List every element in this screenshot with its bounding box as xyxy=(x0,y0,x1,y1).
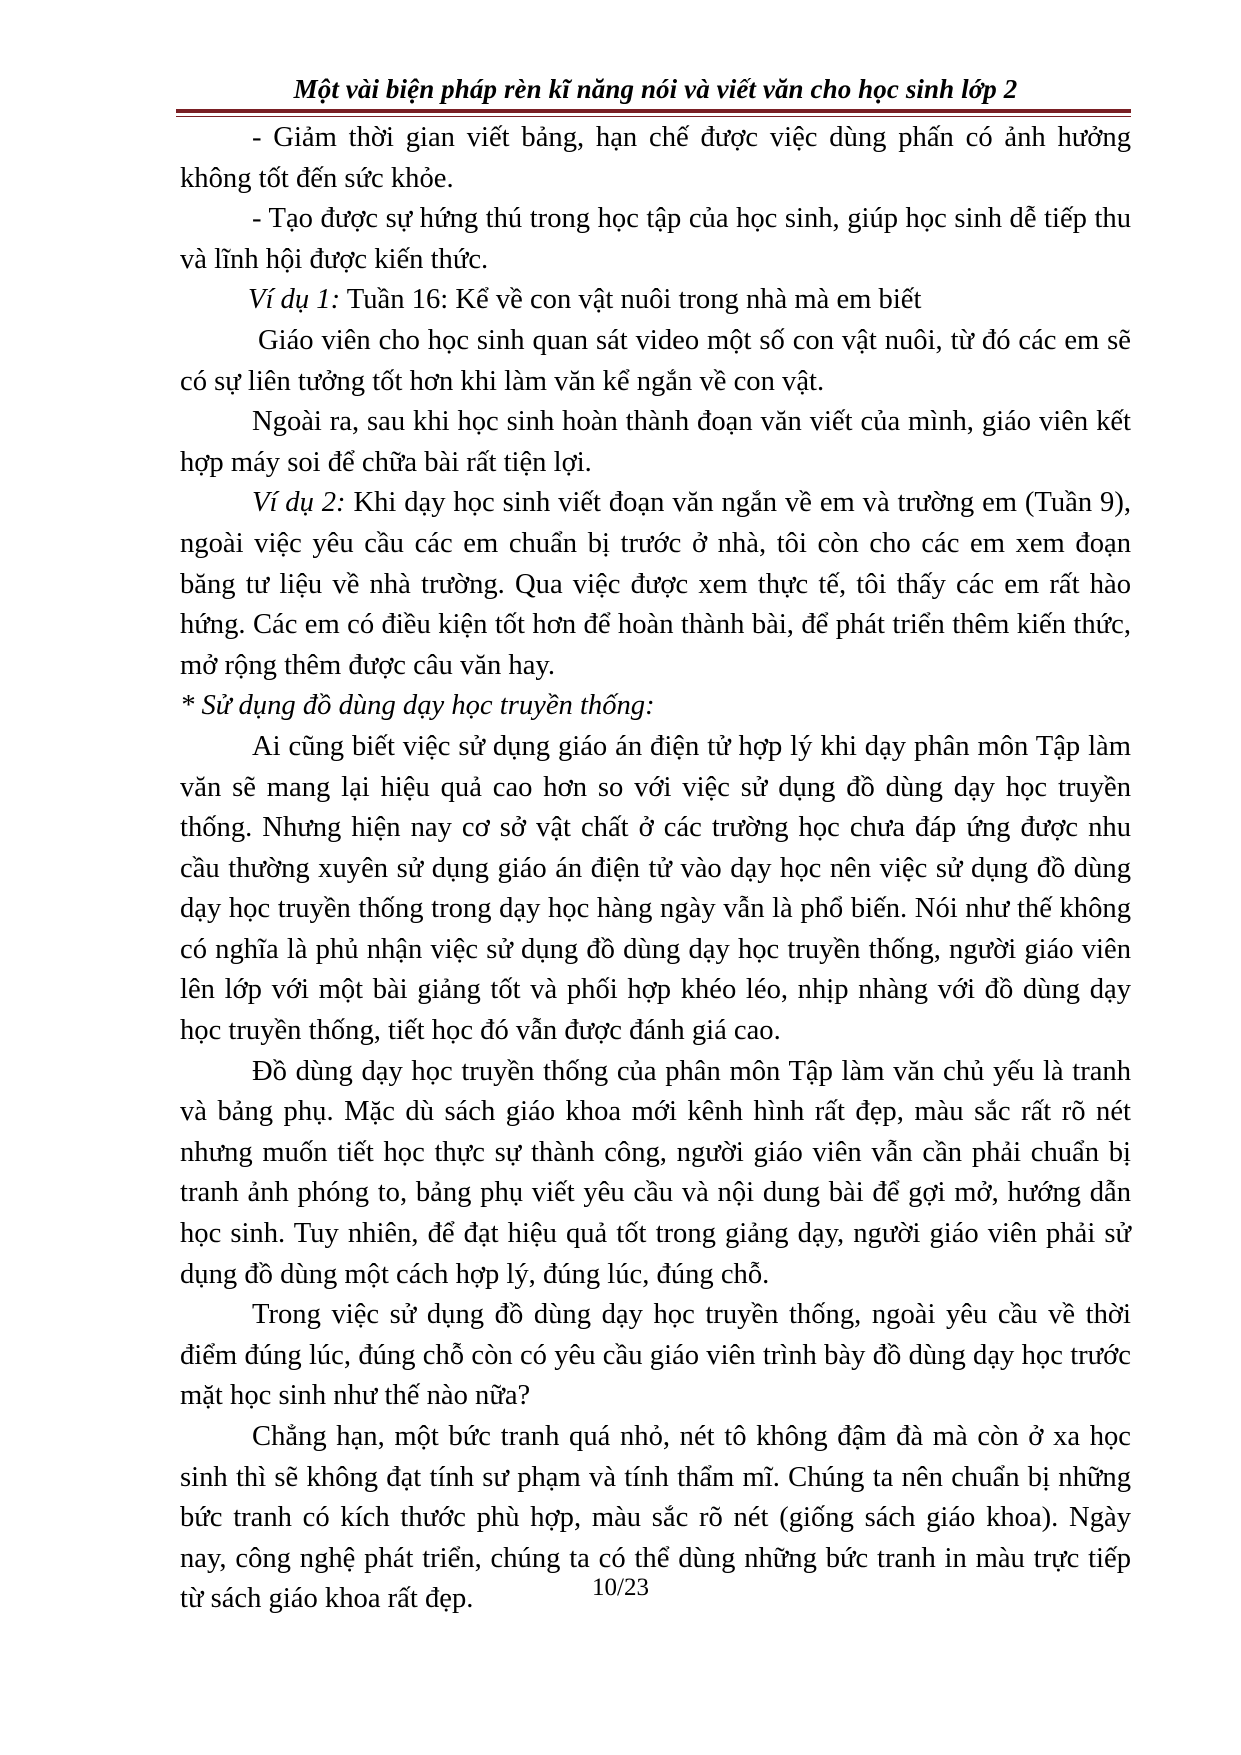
example-2-text: Khi dạy học sinh viết đoạn văn ngắn về em và trường em (Tuần 9), ngoài việc yêu cầu các em chuẩn bị trước ở nhà, tôi còn cho các em xem đoạn băng tư liệu về nhà trường. Qua việc được xem thực tế, tôi thấy các em rất hào hứng. Các em có điều kiện tốt hơn để hoàn thành bài, để phát triển thêm kiến thức, mở rộng thêm được câu văn hay. xyxy=(180,487,1132,681)
example-2-label: Ví dụ 2: xyxy=(252,487,346,519)
example-1 xyxy=(180,280,1131,321)
example-2 xyxy=(180,483,1131,686)
paragraph-traditional-tools: Ai cũng biết việc sử dụng giáo án điện tử hợp lý khi dạy phân môn Tập làm văn sẽ mang lại hiệu quả cao hơn so với việc sử dụng đồ dùng dạy học truyền thống. Nhưng hiện nay cơ sở vật chất ở các trường học chưa đáp ứng được nhu cầu thường xuyên sử dụng giáo án điện tử vào dạy học nên việc sử dụng đồ dùng dạy học truyền thống trong dạy học hàng ngày vẫn là phổ biến. Nói như thế không có nghĩa là phủ nhận việc sử dụng đồ dùng dạy học truyền thống, người giáo viên lên lớp với một bài giảng tốt và phối hợp khéo léo, nhịp nhàng với đồ dùng dạy học truyền thống, tiết học đó vẫn được đánh giá cao. xyxy=(180,730,1131,1047)
section-subheading: * Sử dụng đồ dùng dạy học truyền thống: xyxy=(180,690,655,722)
paragraph-pictures-boards: Đồ dùng dạy học truyền thống của phân môn Tập làm văn chủ yếu là tranh và bảng phụ. Mặc dù sách giáo khoa mới kênh hình rất đẹp, màu sắc rất rõ nét nhưng muốn tiết học thực sự thành công, người giáo viên vẫn cần phải chuẩn bị tranh ảnh phóng to, bảng phụ viết yêu cầu và nội dung bài để gợi mở, hướng dẫn học sinh. Tuy nhiên, để đạt hiệu quả tốt trong giảng dạy, người giáo viên phải sử dụng đồ dùng một cách hợp lý, đúng lúc, đúng chỗ. xyxy=(180,1055,1131,1290)
example-1-label: Ví dụ 1: xyxy=(248,284,341,316)
paragraph-presentation: Trong việc sử dụng đồ dùng dạy học truyền thống, ngoài yêu cầu về thời điểm đúng lúc, đúng chỗ còn có yêu cầu giáo viên trình bày đồ dùng dạy học trước mặt học sinh như thế nào nữa? xyxy=(180,1299,1131,1412)
paragraph-video: Giáo viên cho học sinh quan sát video một số con vật nuôi, từ đó các em sẽ có sự liên tưởng tốt hơn khi làm văn kể ngắn về con vật. xyxy=(180,324,1131,397)
paragraph-bullet-2: - Tạo được sự hứng thú trong học tập của học sinh, giúp học sinh dễ tiếp thu và lĩnh hội được kiến thức. xyxy=(180,203,1131,275)
example-1-text: Tuần 16: Kể về con vật nuôi trong nhà mà em biết xyxy=(340,284,922,316)
paragraph-picture-size: Chẳng hạn, một bức tranh quá nhỏ, nét tô không đậm đà mà còn ở xa học sinh thì sẽ không đạt tính sư phạm và tính thẩm mĩ. Chúng ta nên chuẩn bị những bức tranh có kích thước phù hợp, màu sắc rõ nét (giống sách giáo khoa). Ngày nay, công nghệ phát triển, chúng ta có thể dùng những bức tranh in màu trực tiếp từ sách giáo khoa rất đẹp. xyxy=(180,1421,1131,1615)
paragraph-bullet-1: - Giảm thời gian viết bảng, hạn chế được việc dùng phấn có ảnh hưởng không tốt đến sức khỏe. xyxy=(180,122,1131,194)
paragraph-projector: Ngoài ra, sau khi học sinh hoàn thành đoạn văn viết của mình, giáo viên kết hợp máy soi để chữa bài rất tiện lợi. xyxy=(180,406,1131,478)
running-header: Một vài biện pháp rèn kĩ năng nói và viết văn cho học sinh lớp 2 xyxy=(293,74,1018,104)
header-rule-thin xyxy=(176,116,1131,117)
header-rule-thick xyxy=(176,109,1131,113)
page-number: 10/23 xyxy=(592,1574,649,1601)
document-body xyxy=(180,118,1131,1620)
